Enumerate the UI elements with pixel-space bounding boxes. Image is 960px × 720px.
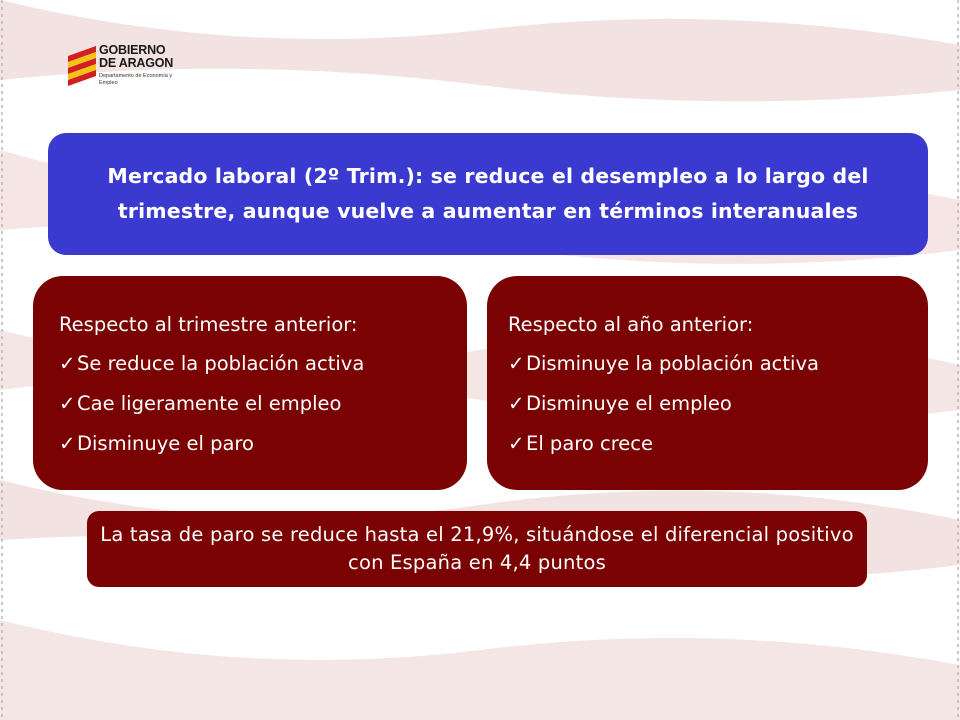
- slide-title: Mercado laboral (2º Trim.): se reduce el desempleo a lo largo del trimestre, aunque vuelve a aumentar en términos interanuales: [107, 164, 869, 223]
- checkmark-icon: ✓: [59, 352, 76, 375]
- conclusion-box: [87, 511, 867, 587]
- aragon-flag-icon: [68, 46, 96, 86]
- logo-title-line2: DE ARAGON: [99, 56, 174, 70]
- checkmark-icon: ✓: [508, 352, 525, 375]
- list-item-text: Cae ligeramente el empleo: [77, 392, 342, 415]
- checkmark-icon: ✓: [59, 392, 76, 415]
- checkmark-icon: ✓: [508, 432, 525, 455]
- gobierno-de-aragon-logo: [68, 42, 208, 98]
- checkmark-icon: ✓: [508, 392, 525, 415]
- quarterly-comparison-panel: [33, 276, 467, 490]
- list-item: [59, 432, 467, 456]
- list-item: [59, 352, 467, 376]
- list-item-text: Disminuye la población activa: [526, 352, 819, 375]
- yearly-comparison-panel: [487, 276, 928, 490]
- list-item: [508, 392, 928, 416]
- list-item: [508, 352, 928, 376]
- yearly-list: [508, 352, 928, 456]
- title-banner: [48, 133, 928, 255]
- logo-title-line1: GOBIERNO: [99, 43, 166, 57]
- list-item-text: El paro crece: [526, 432, 654, 455]
- checkmark-icon: ✓: [59, 432, 76, 455]
- list-item: [59, 392, 467, 416]
- list-item-text: Se reduce la población activa: [77, 352, 365, 375]
- conclusion-text: La tasa de paro se reduce hasta el 21,9%, situándose el diferencial positivo con España en 4,4 puntos: [100, 523, 854, 574]
- yearly-heading: Respecto al año anterior:: [508, 313, 754, 336]
- quarterly-list: [59, 352, 467, 456]
- list-item: [508, 432, 928, 456]
- logo-department: Departamento de Economía y Empleo: [99, 73, 173, 86]
- quarterly-heading: Respecto al trimestre anterior:: [59, 313, 358, 336]
- list-item-text: Disminuye el empleo: [526, 392, 732, 415]
- list-item-text: Disminuye el paro: [77, 432, 254, 455]
